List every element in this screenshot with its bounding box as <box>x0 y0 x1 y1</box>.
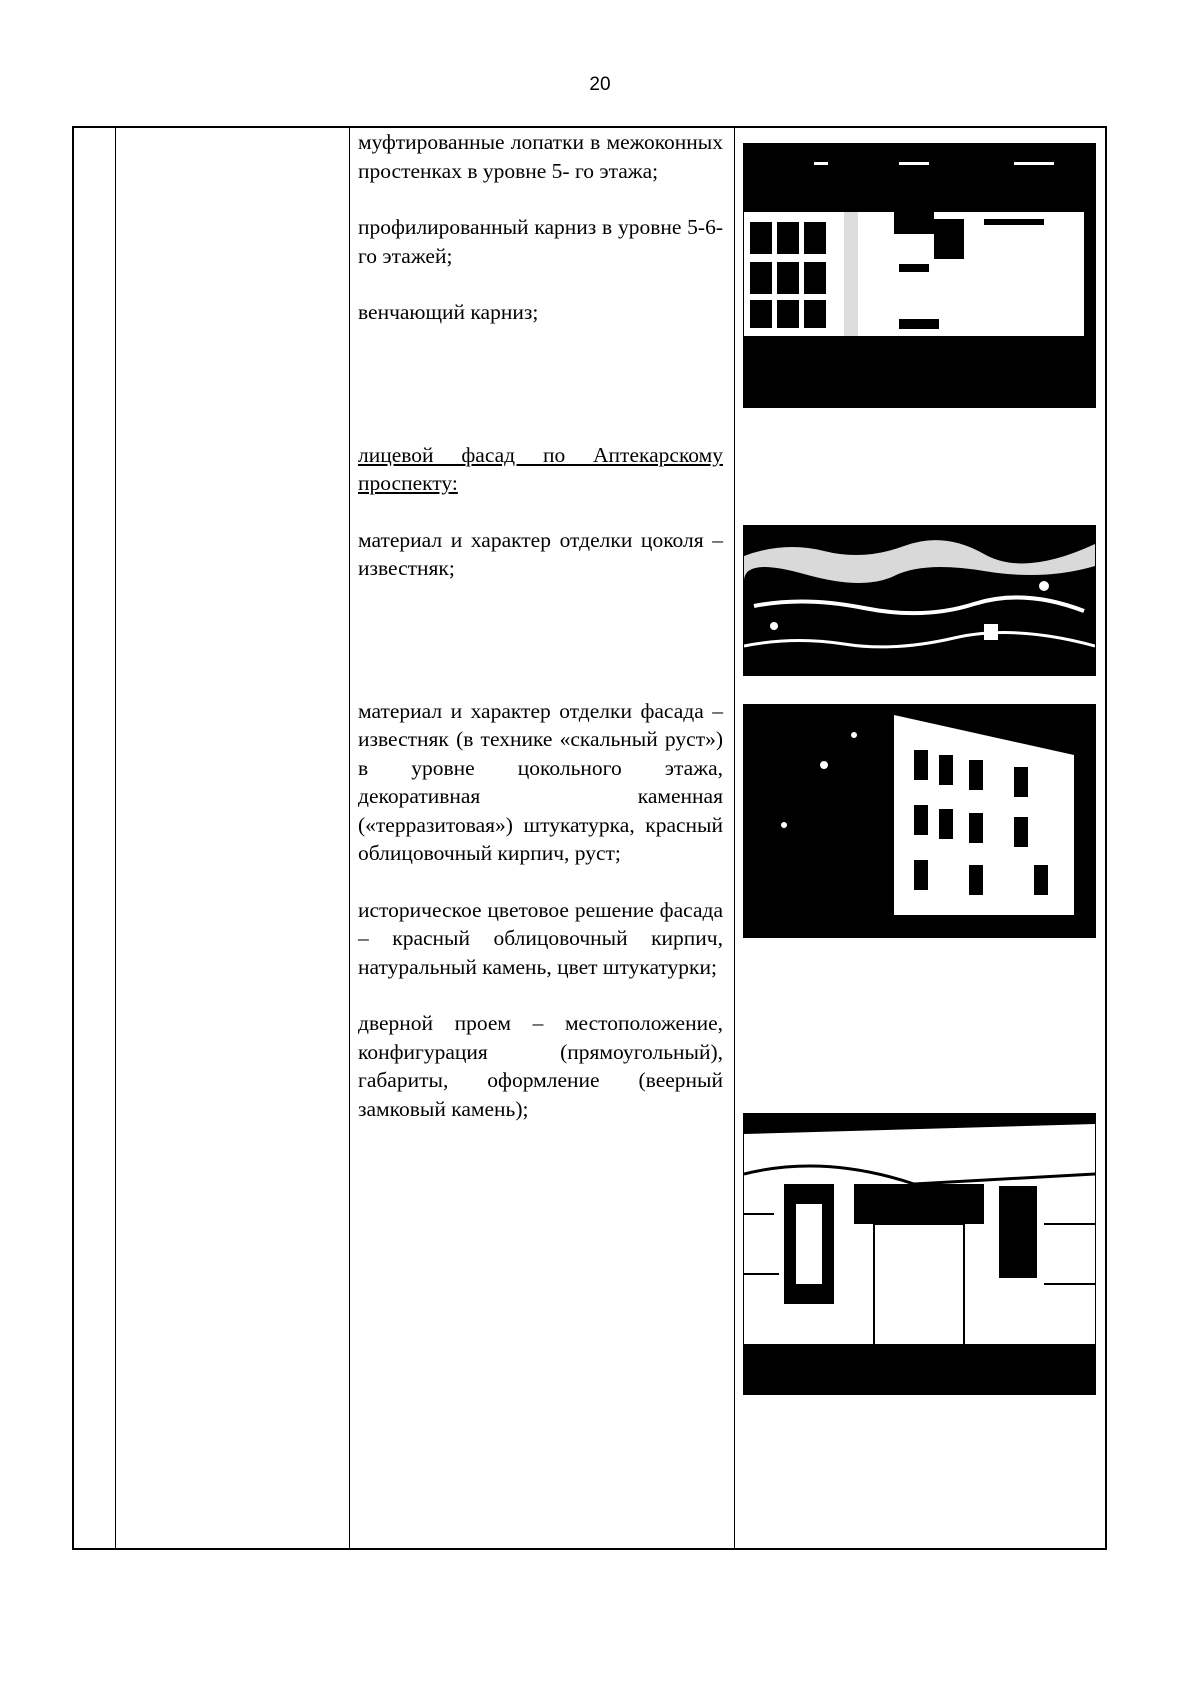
column-divider <box>734 128 735 1548</box>
street-facade-photo <box>743 704 1096 938</box>
item-text: материал и характер отделки цоколя – известняк; <box>358 527 723 580</box>
page-number: 20 <box>589 74 611 95</box>
doorway-photo <box>743 1113 1096 1395</box>
description-column <box>358 128 723 1123</box>
column-divider <box>349 128 350 1548</box>
column-divider <box>115 128 116 1548</box>
item-text: венчающий карниз; <box>358 300 539 324</box>
section-heading: лицевой фасад по Аптекарскому проспекту: <box>358 442 723 495</box>
item-text: дверной проем – местоположение, конфигурация (прямоугольный), габариты, оформление (веерный замковый камень); <box>358 1011 723 1121</box>
item-text: материал и характер отделки фасада – известняк (в технике «скальный руст») в уровне цокольного этажа, декоративная каменная («терразитовая») штукатурка, красный облицовочный кирпич, руст; <box>358 698 723 865</box>
plinth-limestone-photo <box>743 525 1096 676</box>
item-text: историческое цветовое решение фасада – красный облицовочный кирпич, натуральный камень, цвет штукатурки; <box>358 897 723 979</box>
item-text: профилированный карниз в уровне 5-6-го этажей; <box>358 215 723 268</box>
item-text: муфтированные лопатки в межоконных простенках в уровне 5- го этажа; <box>358 130 723 183</box>
facade-upper-floors-photo <box>743 143 1096 408</box>
